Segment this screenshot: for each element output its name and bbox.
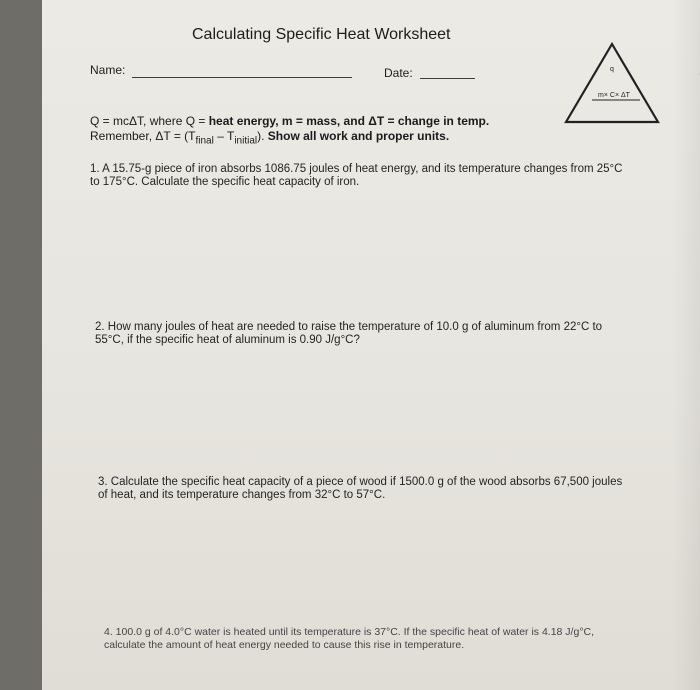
triangle-bottom-label: m× C× ΔT (598, 92, 630, 99)
triangle-top-label: q (610, 66, 614, 73)
formula-line-2-end: ). (257, 129, 265, 143)
date-label: Date: (384, 66, 413, 80)
formula-final-subscript: final (195, 135, 214, 147)
question-2: 2. How many joules of heat are needed to raise the temperature of 10.0 g of aluminum from 22°C to 55°C, if the specific heat of aluminum is 0.90 J/g°C? (95, 321, 603, 346)
date-line (420, 78, 475, 79)
paper-edge-shadow (672, 0, 700, 690)
formula-line-1-part-2: heat energy, m = mass, and ΔT = change in temp. (208, 114, 490, 128)
worksheet-page (42, 0, 700, 690)
formula-line-2-part-1: Remember, ΔT = (T (90, 129, 196, 143)
question-3: 3. Calculate the specific heat capacity of a piece of wood if 1500.0 g of the wood absorbs 67,500 joules of heat, and its temperature changes from 32°C to 57°C. (98, 476, 623, 501)
formula-line-1 (90, 114, 610, 129)
triangle-outline (566, 44, 658, 122)
formula-initial-subscript: initial (234, 135, 258, 147)
question-4: 4. 100.0 g of 4.0°C water is heated until its temperature is 37°C. If the specific heat of water is 4.18 J/g°C, calculate the amount of heat energy needed to cause this rise in temperature. (104, 626, 595, 651)
formula-line-2-dash: – T (213, 129, 235, 143)
formula-block (90, 114, 610, 148)
worksheet-title: Calculating Specific Heat Worksheet (192, 26, 451, 43)
name-label: Name: (90, 63, 126, 77)
question-1: 1. A 15.75-g piece of iron absorbs 1086.75 joules of heat energy, and its temperature changes from 25°C to 175°C. Calculate the specific heat capacity of iron. (90, 163, 623, 188)
formula-line-2-instruction: Show all work and proper units. (264, 129, 450, 143)
name-line (132, 77, 352, 78)
formula-line-1-part-1: Q = mcΔT, where Q = (90, 114, 209, 128)
formula-line-2 (90, 129, 610, 148)
